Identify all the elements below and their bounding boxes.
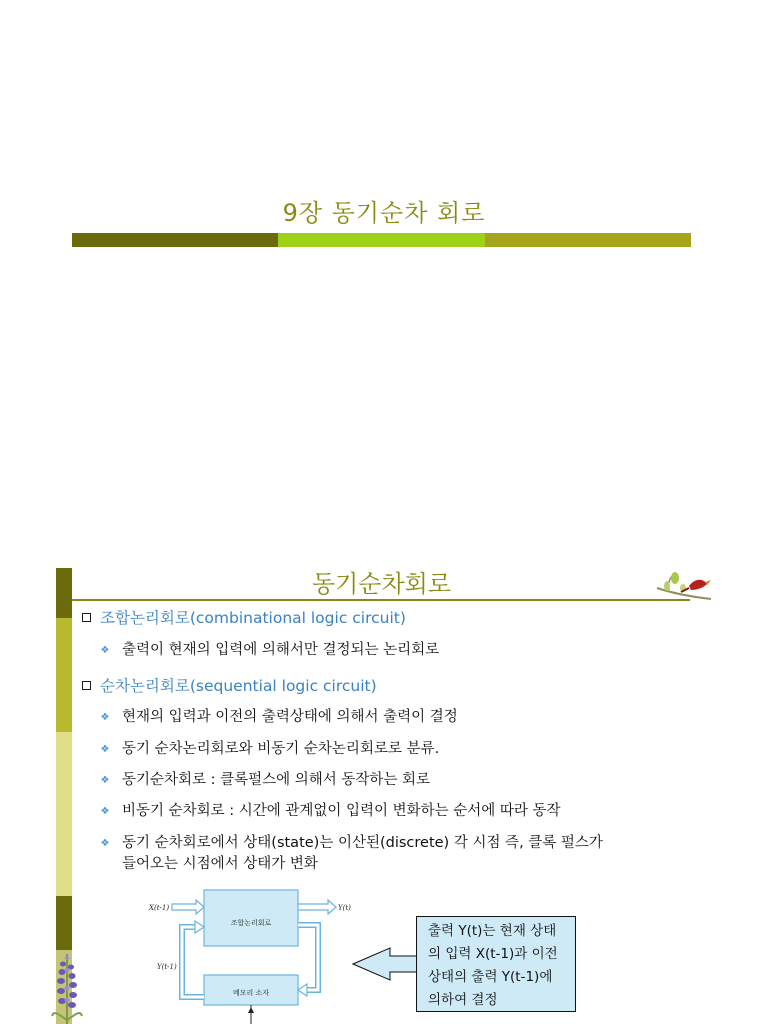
square-bullet-icon (82, 613, 91, 622)
output-label: Y(t) (338, 904, 351, 912)
sub-bullet-text: 출력이 현재의 입력에 의해서만 결정되는 논리회로 (122, 642, 440, 658)
sub-bullet-text (122, 833, 603, 875)
title-underline-bar (72, 233, 691, 247)
bar-segment-3 (485, 233, 691, 247)
strip-segment-2 (56, 618, 72, 732)
bar-segment-1 (72, 233, 278, 247)
strip-segment-1 (56, 568, 72, 618)
sub-bullet (100, 707, 458, 728)
sub-bullet-text: 동기순차회로 : 클록펄스에 의해서 동작하는 회로 (122, 772, 431, 788)
bullet-text: 순차논리회로(sequential logic circuit) (100, 677, 377, 695)
sub-bullet (100, 640, 439, 661)
callout-arrow-icon (352, 916, 418, 986)
sub-bullet (100, 833, 603, 875)
callout-line-4: 의하여 결정 (428, 992, 498, 1008)
sub-bullet (100, 739, 439, 760)
slide-1-title: 9장 동기순차 회로 (282, 199, 486, 227)
callout-line-2: 의 입력 X(t-1)과 이전 (428, 946, 558, 962)
lupine-flower-icon (50, 950, 84, 1024)
memory-block-label: 메모리 소자 (232, 989, 270, 997)
diamond-bullet-icon: ❖ (100, 838, 110, 849)
bullet-sequential (82, 674, 377, 696)
feedback-label: Y(t-1) (157, 963, 177, 971)
strip-segment-3 (56, 732, 72, 896)
sub-bullet (100, 770, 430, 791)
bird-branch-icon (655, 566, 713, 602)
bullet-combinational (82, 606, 406, 628)
strip-segment-4 (56, 896, 72, 950)
square-bullet-icon (82, 681, 91, 690)
diamond-bullet-icon: ❖ (100, 712, 110, 723)
sub-bullet-text: 동기 순차논리회로와 비동기 순차논리회로로 분류. (122, 741, 440, 757)
diamond-bullet-icon: ❖ (100, 645, 110, 656)
bullet-text: 조합논리회로(combinational logic circuit) (100, 609, 406, 627)
diamond-bullet-icon: ❖ (100, 775, 110, 786)
sub-bullet-line-1: 동기 순차회로에서 상태(state)는 이산된(discrete) 각 시점 즉, 클록 펄스가 (122, 835, 603, 851)
diamond-bullet-icon: ❖ (100, 744, 110, 755)
callout-box (416, 916, 576, 1012)
sub-bullet-line-2: 들어오는 시점에서 상태가 변화 (122, 856, 318, 872)
sub-bullet-text: 현재의 입력과 이전의 출력상태에 의해서 출력이 결정 (122, 709, 458, 725)
diamond-bullet-icon: ❖ (100, 806, 110, 817)
sub-bullet (100, 801, 561, 822)
slide-2-title: 동기순차회로 (311, 570, 452, 598)
input-label: X(t-1) (149, 904, 170, 912)
callout-line-1: 출력 Y(t)는 현재 상태 (428, 923, 557, 939)
sub-bullet-text: 비동기 순차회로 : 시간에 관계없이 입력이 변화하는 순서에 따라 동작 (122, 803, 561, 819)
bar-segment-2 (278, 233, 484, 247)
callout-line-3: 상태의 출력 Y(t-1)에 (428, 969, 553, 985)
combinational-block-label: 조합논리회로 (230, 919, 272, 927)
title-divider (72, 599, 690, 601)
sequential-circuit-diagram (148, 885, 358, 1024)
combinational-block (204, 890, 298, 946)
